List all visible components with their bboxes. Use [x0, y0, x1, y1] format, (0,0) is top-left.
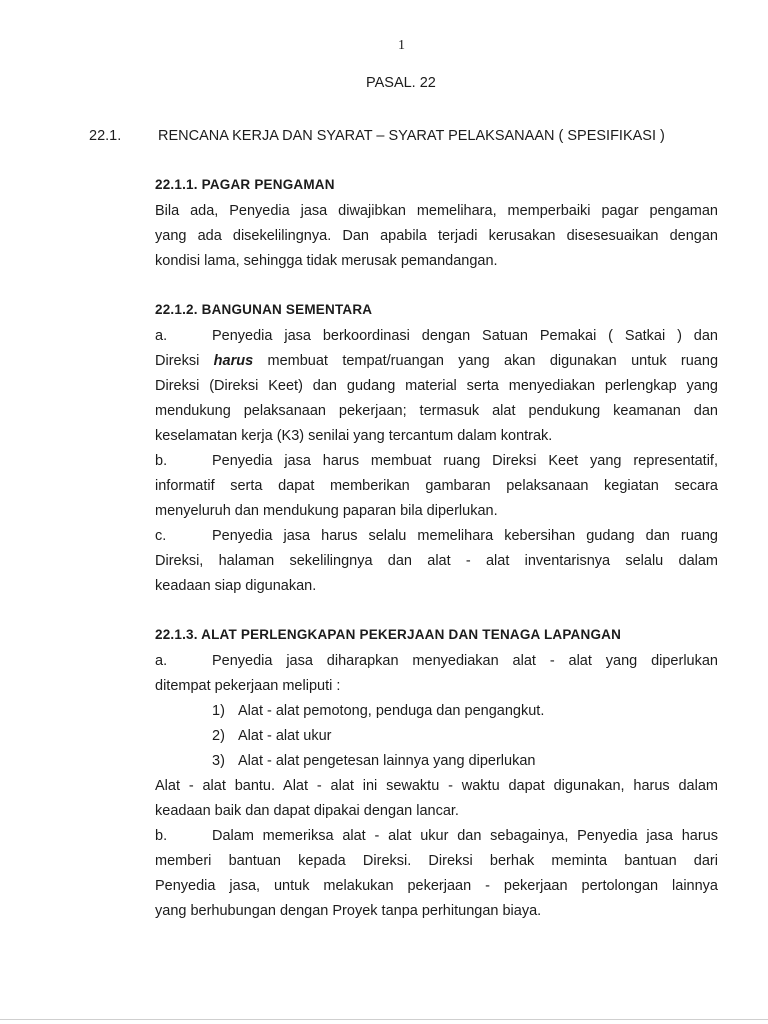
section-number: 22.1. [89, 128, 122, 144]
subsection-heading-pagar: 22.1.1. PAGAR PENGAMAN [155, 177, 335, 192]
item-label: b. [155, 453, 168, 469]
paragraph-line: memberi bantuan kepada Direksi. Direksi berhak meminta bantuan dari [155, 853, 718, 869]
paragraph-line: mendukung pelaksanaan pekerjaan; termasuk alat pendukung keamanan dan [155, 403, 718, 419]
paragraph-line: ditempat pekerjaan meliputi : [155, 678, 341, 694]
item-label: a. [155, 328, 168, 344]
paragraph-line: menyeluruh dan mendukung paparan bila diperlukan. [155, 503, 498, 519]
paragraph-line: Penyedia jasa harus selalu memelihara kebersihan gudang dan ruang [212, 528, 718, 544]
paragraph-line: Penyedia jasa, untuk melakukan pekerjaan - pekerjaan pertolongan lainnya [155, 878, 718, 894]
emphasis-harus: harus [213, 353, 254, 369]
paragraph-line: keselamatan kerja (K3) senilai yang tercantum dalam kontrak. [155, 428, 553, 444]
section-title: RENCANA KERJA DAN SYARAT – SYARAT PELAKSANAAN ( SPESIFIKASI ) [158, 128, 665, 144]
paragraph-line: Bila ada, Penyedia jasa diwajibkan memelihara, memperbaiki pagar pengaman [155, 203, 718, 219]
item-label: a. [155, 653, 168, 669]
paragraph-line: keadaan siap digunakan. [155, 578, 317, 594]
item-label: c. [155, 528, 167, 544]
list-item: Alat - alat ukur [238, 728, 332, 744]
subsection-heading-alat: 22.1.3. ALAT PERLENGKAPAN PEKERJAAN DAN TENAGA LAPANGAN [155, 627, 622, 642]
paragraph-line: yang berhubungan dengan Proyek tanpa perhitungan biaya. [155, 903, 542, 919]
page-number: 1 [398, 38, 405, 53]
list-number: 3) [212, 753, 225, 769]
paragraph-line: keadaan baik dan dapat dipakai dengan lancar. [155, 803, 459, 819]
list-item: Alat - alat pemotong, penduga dan pengangkut. [238, 703, 545, 719]
paragraph-line: Penyedia jasa diharapkan menyediakan alat - alat yang diperlukan [212, 653, 718, 669]
paragraph-line: Dalam memeriksa alat - alat ukur dan sebagainya, Penyedia jasa harus [212, 828, 718, 844]
item-label: b. [155, 828, 168, 844]
list-item: Alat - alat pengetesan lainnya yang diperlukan [238, 753, 536, 769]
page-bottom-edge [0, 1019, 768, 1020]
paragraph-line: informatif serta dapat memberikan gambaran pelaksanaan kegiatan secara [155, 478, 718, 494]
list-number: 1) [212, 703, 225, 719]
paragraph-line: kondisi lama, sehingga tidak merusak pemandangan. [155, 253, 498, 269]
list-number: 2) [212, 728, 225, 744]
paragraph-line: yang ada disekelilingnya. Dan apabila terjadi kerusakan disesesuaikan dengan [155, 228, 718, 244]
chapter-title: PASAL. 22 [366, 75, 436, 91]
paragraph-line: Direksi, halaman sekelilingnya dan alat - alat inventarisnya selalu dalam [155, 553, 718, 569]
subsection-heading-bangunan: 22.1.2. BANGUNAN SEMENTARA [155, 302, 373, 317]
paragraph-line: Alat - alat bantu. Alat - alat ini sewaktu - waktu dapat digunakan, harus dalam [155, 778, 718, 794]
paragraph-line: Penyedia jasa berkoordinasi dengan Satuan Pemakai ( Satkai ) dan [212, 328, 718, 344]
paragraph-line: Direksi (Direksi Keet) dan gudang material serta menyediakan perlengkap yang [155, 378, 718, 394]
paragraph-line: Direksi harus membuat tempat/ruangan yang akan digunakan untuk ruang [155, 353, 719, 369]
paragraph-line: Penyedia jasa harus membuat ruang Direksi Keet yang representatif, [212, 453, 718, 469]
